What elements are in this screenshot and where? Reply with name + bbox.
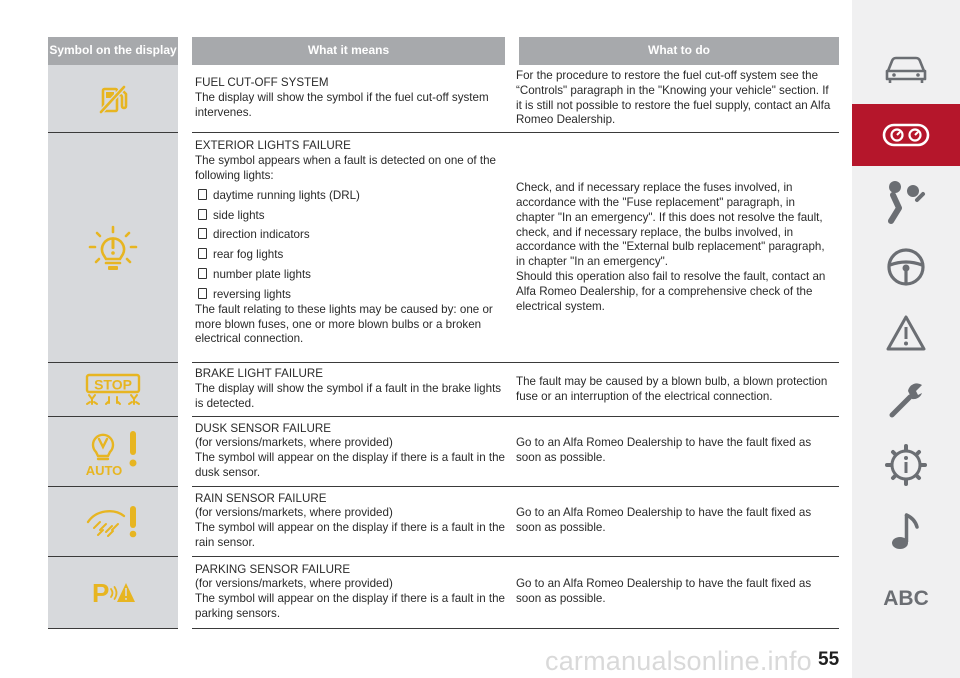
symbol-cell: [48, 486, 185, 556]
sidebar-item-emergency[interactable]: [852, 302, 960, 364]
music-note-icon: [889, 511, 923, 551]
row-subtitle: (for versions/markets, where provided): [195, 577, 393, 591]
checkbox-bullet-icon: [198, 209, 207, 220]
meaning-cell: [185, 363, 512, 416]
exterior-lights-failure-icon: [88, 225, 138, 271]
sidebar-item-safety[interactable]: [852, 170, 960, 232]
list-item: [198, 228, 506, 243]
sidebar-item-maintenance[interactable]: [852, 368, 960, 430]
symbol-cell: [48, 556, 185, 628]
action-cell: [512, 416, 839, 486]
sidebar-item-index[interactable]: [852, 568, 960, 630]
car-icon: [884, 53, 928, 85]
page-number: 55: [818, 649, 840, 670]
list-item-label: rear fog lights: [213, 248, 284, 262]
checkbox-bullet-icon: [198, 189, 207, 200]
table-row: [48, 416, 839, 486]
action-cell: [512, 133, 839, 363]
row-title: BRAKE LIGHT FAILURE: [195, 367, 324, 381]
auto-icon-text: AUTO: [85, 463, 123, 478]
table-row: [48, 363, 839, 416]
rain-sensor-failure-icon: [86, 504, 140, 538]
action-cell: [512, 486, 839, 556]
row-action: The fault may be caused by a blown bulb, a blown protection fuse or an interruption of the electrical connection.: [516, 374, 828, 403]
list-item: [198, 288, 506, 303]
meaning-cell: [185, 486, 512, 556]
row-action: Go to an Alfa Romeo Dealership to have the fault fixed as soon as possible.: [516, 506, 812, 535]
list-item: [198, 189, 506, 204]
symbol-cell: [48, 65, 185, 133]
row-action-after: Should this operation also fail to resolve the fault, contact an Alfa Romeo Dealership, for a comprehensive check of the electrical system.: [516, 270, 826, 313]
row-title: EXTERIOR LIGHTS FAILURE: [195, 139, 351, 153]
steering-wheel-icon: [886, 247, 926, 287]
checkbox-bullet-icon: [198, 288, 207, 299]
wrench-icon: [886, 379, 926, 419]
warning-triangle-icon: [885, 314, 927, 352]
symbol-cell: [48, 416, 185, 486]
row-action: Go to an Alfa Romeo Dealership to have the fault fixed as soon as possible.: [516, 577, 812, 606]
abc-index-label: ABC: [883, 587, 929, 610]
row-title: DUSK SENSOR FAILURE: [195, 421, 331, 435]
list-item-label: reversing lights: [213, 287, 291, 301]
row-meaning: The display will show the symbol if the fuel cut-off system intervenes.: [195, 91, 489, 120]
safety-passenger-icon: [883, 178, 929, 224]
symbol-cell: [48, 363, 185, 416]
row-title: RAIN SENSOR FAILURE: [195, 491, 327, 505]
header-symbol: Symbol on the display: [48, 37, 185, 65]
table-row: [48, 65, 839, 133]
list-item: [198, 248, 506, 263]
brake-light-failure-icon: [85, 373, 141, 407]
row-meaning: The symbol will appear on the display if there is a fault in the dusk sensor.: [195, 451, 505, 480]
sidebar-item-instruments[interactable]: [852, 104, 960, 166]
meaning-cell: [185, 416, 512, 486]
list-item-label: direction indicators: [213, 228, 310, 242]
table-row: [48, 556, 839, 628]
table-row: [48, 486, 839, 556]
row-meaning: The symbol will appear on the display if there is a fault in the rain sensor.: [195, 521, 505, 550]
warning-symbols-table: [48, 37, 839, 629]
action-cell: [512, 65, 839, 133]
parking-icon-text: P: [92, 578, 110, 608]
list-item-label: number plate lights: [213, 268, 311, 282]
table-row: [48, 133, 839, 363]
action-cell: [512, 556, 839, 628]
table-header-row: [48, 37, 839, 65]
instrument-panel-icon: [882, 122, 930, 148]
sidebar-item-multimedia[interactable]: [852, 500, 960, 562]
row-action: Check, and if necessary replace the fuses involved, in accordance with the "Fuse replacement" paragraph, in chapter "In an emergency". If this does not resolve the fault, check, and if necessary replace, the bulbs involved, in accordance with the "External bulb replacement" paragraph, in chapter "In an emergency".: [516, 181, 825, 269]
list-item-label: side lights: [213, 208, 265, 222]
row-meaning: The display will show the symbol if a fault in the brake lights is detected.: [195, 382, 502, 410]
header-meaning: What it means: [185, 37, 512, 65]
action-cell: [512, 363, 839, 416]
sidebar-item-technical-data[interactable]: [852, 434, 960, 496]
row-meaning: The symbol appears when a fault is detected on one of the following lights:: [195, 154, 496, 182]
list-item-label: daytime running lights (DRL): [213, 188, 360, 202]
parking-sensor-failure-icon: [90, 577, 136, 607]
row-title: PARKING SENSOR FAILURE: [195, 562, 351, 576]
brake-icon-text: STOP: [94, 376, 132, 393]
sidebar-item-steering[interactable]: [852, 236, 960, 298]
dusk-sensor-failure-icon: [82, 425, 144, 477]
fuel-cut-off-icon: [98, 83, 128, 115]
sidebar-item-car[interactable]: [852, 38, 960, 100]
row-action: Go to an Alfa Romeo Dealership to have the fault fixed as soon as possible.: [516, 436, 812, 465]
list-item: [198, 209, 506, 224]
section-sidebar: [852, 0, 960, 678]
symbol-cell: [48, 133, 185, 363]
meaning-cell: [185, 556, 512, 628]
meaning-cell: [185, 133, 512, 363]
checkbox-bullet-icon: [198, 248, 207, 259]
row-subtitle: (for versions/markets, where provided): [195, 436, 393, 450]
meaning-cell: [185, 65, 512, 133]
row-title: FUEL CUT-OFF SYSTEM: [195, 76, 329, 90]
row-meaning: The symbol will appear on the display if there is a fault in the parking sensors.: [195, 592, 505, 621]
row-action: For the procedure to restore the fuel cut-off system see the “Controls" paragraph in the "Knowing your vehicle" section. If it is still not possible to restore the fuel supply, contact an Alfa Romeo Dealership.: [516, 69, 831, 127]
row-subtitle: (for versions/markets, where provided): [195, 506, 393, 520]
list-item: [198, 268, 506, 283]
header-action: What to do: [512, 37, 839, 65]
gear-info-icon: [885, 444, 927, 486]
checkbox-bullet-icon: [198, 268, 207, 279]
checkbox-bullet-icon: [198, 228, 207, 239]
watermark: carmanualsonline.info: [545, 646, 812, 676]
row-meaning-after: The fault relating to these lights may be caused by: one or more blown fuses, one or more blown bulbs or a broken electrical connection.: [195, 302, 493, 346]
